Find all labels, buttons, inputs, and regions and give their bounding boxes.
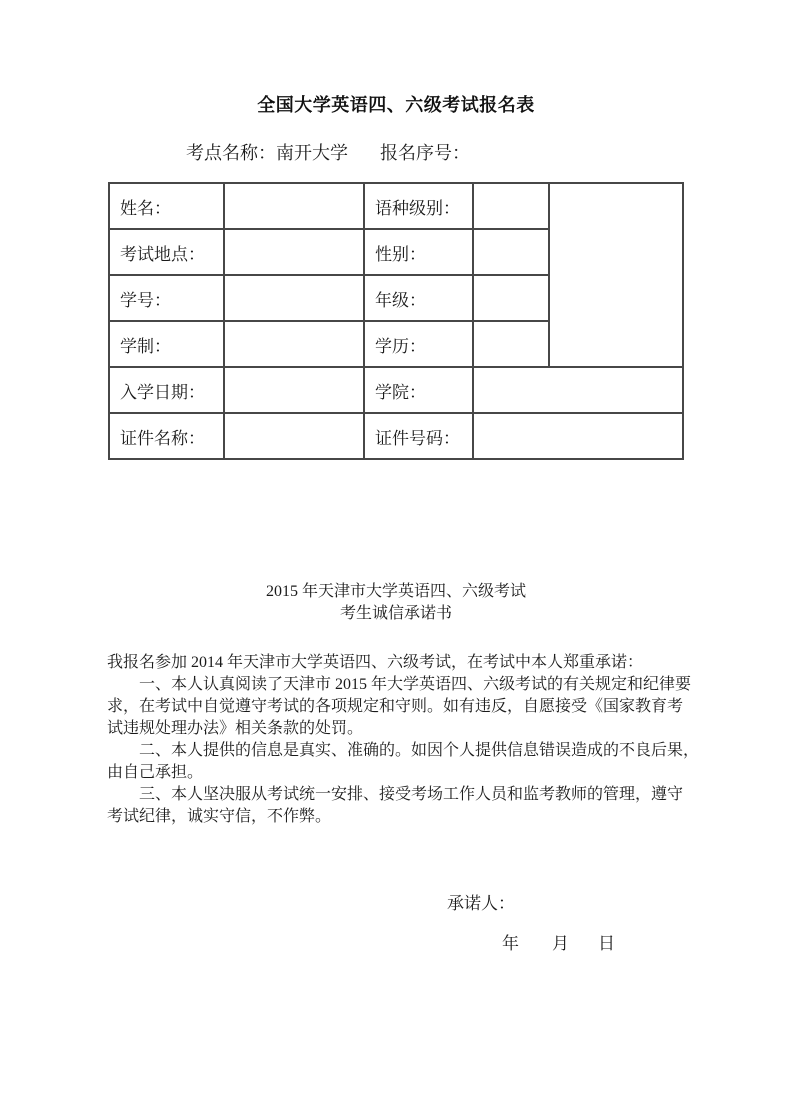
student-id-label: 学号：	[109, 275, 224, 321]
grade-value-cell[interactable]	[473, 275, 549, 321]
pledge-heading-line2: 考生诚信承诺书	[339, 605, 452, 622]
student-id-value-cell[interactable]	[224, 275, 364, 321]
month-label: 月	[552, 934, 569, 953]
exam-location-label: 考试地点：	[109, 229, 224, 275]
pledge-body-line: 求，在考试中自觉遵守考试的各项规定和守则。如有违反，自愿接受《国家教育考	[107, 698, 684, 715]
education-level-value-cell[interactable]	[473, 321, 549, 367]
pledge-body-line: 三、本人坚决服从考试统一安排、接受考场工作人员和监考教师的管理，遵守	[107, 786, 684, 803]
id-number-value-cell[interactable]	[473, 413, 683, 459]
table-row	[109, 413, 683, 459]
photo-cell	[549, 183, 683, 367]
id-type-value-cell[interactable]	[224, 413, 364, 459]
pledge-body-line: 我报名参加 2014 年天津市大学英语四、六级考试，在考试中本人郑重承诺：	[107, 654, 644, 671]
name-value-cell[interactable]	[224, 183, 364, 229]
id-type-label: 证件名称：	[109, 413, 224, 459]
enrollment-date-value-cell[interactable]	[224, 367, 364, 413]
college-label: 学院：	[364, 367, 473, 413]
pledge-heading-line1: 2015 年天津市大学英语四、六级考试	[265, 583, 526, 600]
education-level-label: 学历：	[364, 321, 473, 367]
year-label: 年	[502, 934, 519, 953]
signature-date-line	[502, 933, 615, 955]
schooling-length-value-cell[interactable]	[224, 321, 364, 367]
pledge-body-line: 二、本人提供的信息是真实、准确的。如因个人提供信息错误造成的不良后果，	[107, 742, 700, 759]
gender-value-cell[interactable]	[473, 229, 549, 275]
form-header-line	[186, 141, 530, 165]
language-level-value-cell[interactable]	[473, 183, 549, 229]
signer-label: 承诺人：	[447, 894, 515, 913]
pledge-body-line: 由自己承担。	[107, 764, 204, 781]
pledge-body	[107, 652, 700, 828]
day-label: 日	[598, 934, 615, 953]
pledge-heading	[0, 581, 792, 625]
serial-number-label: 报名序号：	[380, 143, 470, 163]
table-row	[109, 367, 683, 413]
pledge-body-line: 考试纪律，诚实守信，不作弊。	[107, 808, 332, 825]
site-name-label: 考点名称：	[186, 143, 276, 163]
id-number-label: 证件号码：	[364, 413, 473, 459]
language-level-label: 语种级别：	[364, 183, 473, 229]
site-name-value: 南开大学	[276, 143, 348, 163]
name-label: 姓名：	[109, 183, 224, 229]
enrollment-date-label: 入学日期：	[109, 367, 224, 413]
college-value-cell[interactable]	[473, 367, 683, 413]
page-title: 全国大学英语四、六级考试报名表	[257, 95, 535, 115]
grade-label: 年级：	[364, 275, 473, 321]
registration-form-table	[108, 182, 684, 460]
pledge-body-line: 一、本人认真阅读了天津市 2015 年大学英语四、六级考试的有关规定和纪律要	[107, 676, 692, 693]
schooling-length-label: 学制：	[109, 321, 224, 367]
table-row	[109, 183, 683, 229]
exam-location-value-cell[interactable]	[224, 229, 364, 275]
gender-label: 性别：	[364, 229, 473, 275]
pledge-body-line: 试违规处理办法》相关条款的处罚。	[107, 720, 364, 737]
